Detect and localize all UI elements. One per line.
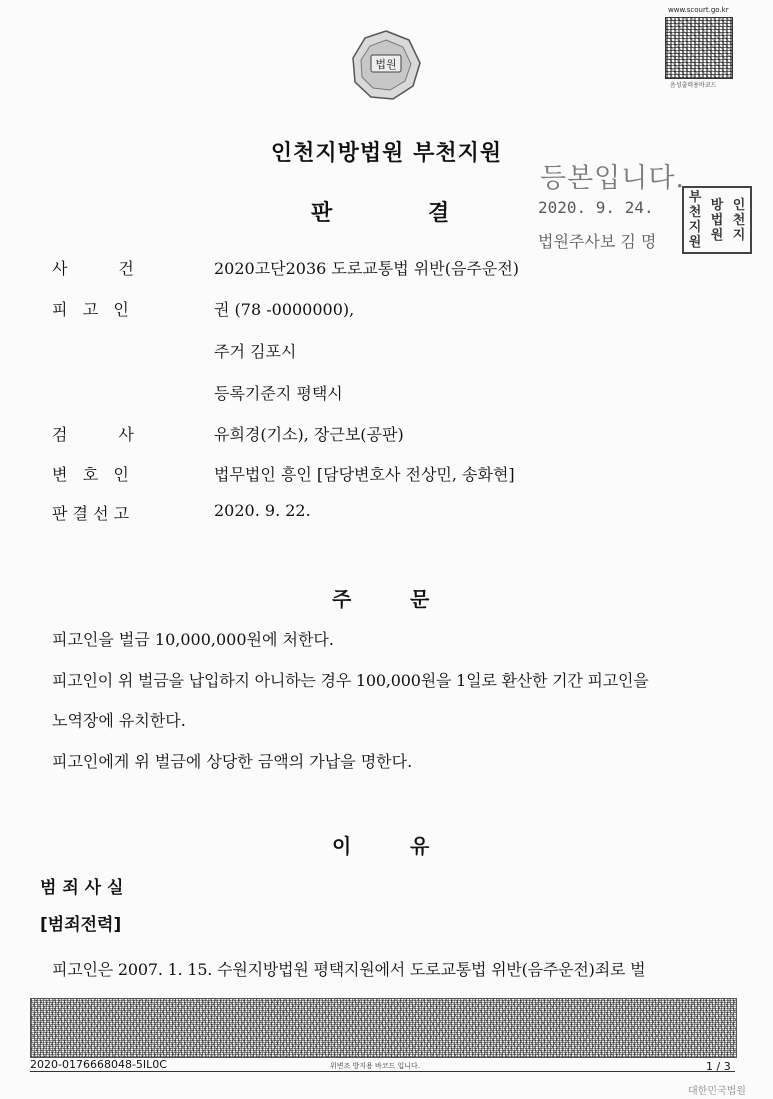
page-number: 1 / 3	[706, 1060, 731, 1073]
crime-facts-heading: 범 죄 사 실	[40, 878, 124, 898]
seal-text: 법원	[375, 58, 397, 71]
order-heading-char-1: 주	[332, 587, 352, 611]
court-seal-icon	[349, 28, 423, 102]
reason-first-line: 피고인은 2007. 1. 15. 수원지방법원 평택지원에서 도로교통법 위반(음주운전)죄로 벌	[52, 960, 646, 979]
verification-barcode	[665, 17, 733, 79]
value-prosecutor: 유희경(기소), 장근보(공판)	[214, 425, 404, 444]
title-char-1: 판	[311, 201, 333, 226]
footer-divider	[30, 1071, 735, 1072]
official-seal-stamp: 인 천 지 방 법 원 부 천 지 원	[682, 186, 752, 254]
value-sentencing-date: 2020. 9. 22.	[214, 501, 311, 520]
order-line-3: 노역장에 유치한다.	[52, 711, 186, 730]
value-counsel: 법무법인 흥인 [담당변호사 전상민, 송화현]	[214, 465, 515, 484]
reason-heading-char-1: 이	[332, 834, 352, 858]
site-url: www.scourt.go.kr	[668, 6, 729, 14]
value-defendant: 권 (78 -0000000),	[214, 300, 355, 319]
prior-record-heading: [범죄전력]	[40, 915, 122, 935]
label-counsel: 변 호 인	[52, 465, 129, 484]
label-case: 사 건	[52, 259, 134, 278]
title-char-2: 결	[428, 201, 450, 226]
order-line-1: 피고인을 벌금 10,000,000원에 처한다.	[52, 630, 334, 649]
certifying-officer: 법원주사보 김 명	[538, 232, 657, 251]
certification-date: 2020. 9. 24.	[538, 198, 654, 217]
barcode-notice: 위변조 방지용 바코드 입니다.	[330, 1062, 421, 1070]
reason-heading-char-2: 유	[410, 834, 430, 858]
barcode-label: 음성출력용바코드	[670, 82, 717, 89]
value-registration: 등록기준지 평택시	[214, 384, 343, 403]
document-id: 2020-0176668048-5IL0C	[30, 1058, 167, 1071]
value-case: 2020고단2036 도로교통법 위반(음주운전)	[214, 259, 520, 278]
issuer-mark: 대한민국법원	[688, 1086, 746, 1097]
anti-forgery-barcode	[30, 998, 737, 1058]
order-line-4: 피고인에게 위 벌금에 상당한 금액의 가납을 명한다.	[52, 752, 413, 771]
certified-copy-stamp: 등본입니다.	[540, 163, 685, 194]
label-sentencing-date: 판 결 선 고	[52, 504, 130, 523]
value-address: 주거 김포시	[214, 342, 297, 361]
label-defendant: 피 고 인	[52, 300, 129, 319]
court-name: 인천지방법원 부천지원	[270, 141, 503, 166]
label-prosecutor: 검 사	[52, 425, 134, 444]
order-heading-char-2: 문	[410, 587, 430, 611]
order-line-2: 피고인이 위 벌금을 납입하지 아니하는 경우 100,000원을 1일로 환산한 기간 피고인을	[52, 671, 649, 690]
